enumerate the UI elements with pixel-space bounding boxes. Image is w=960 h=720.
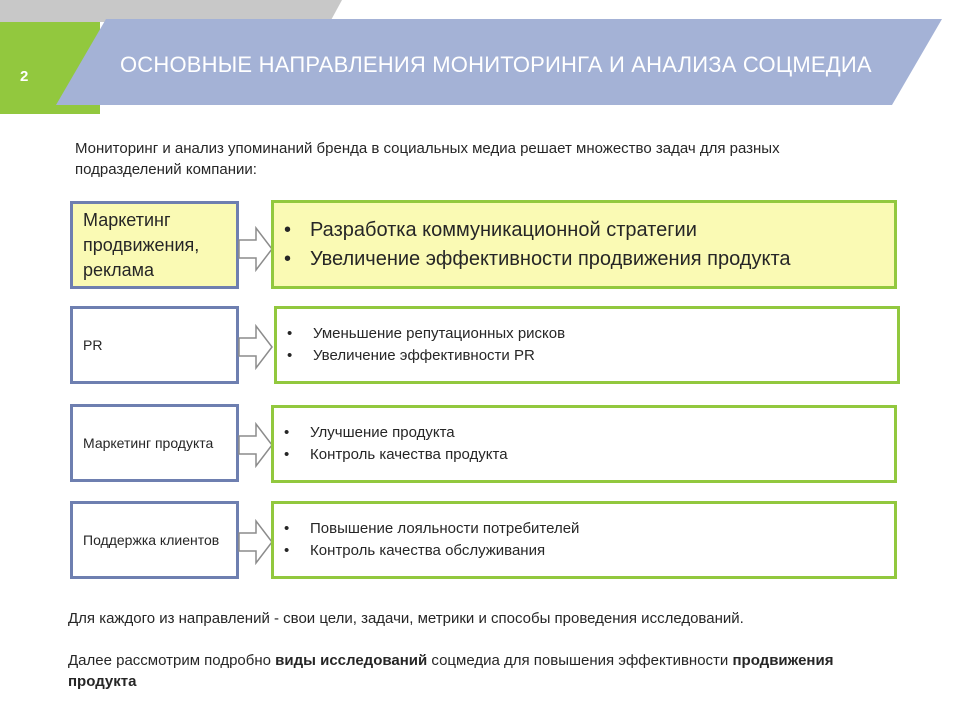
task-list (274, 422, 894, 466)
slide-number: 2 (20, 68, 29, 85)
tasks-box-product-marketing (271, 405, 897, 483)
department-box-product-marketing (70, 404, 239, 482)
footer-text: соцмедиа для повышения эффективности (427, 652, 733, 669)
arrow-right-icon (238, 324, 274, 370)
footer-text: Далее рассмотрим подробно (68, 652, 276, 669)
arrow-right-icon (238, 422, 274, 468)
department-label: Маркетинг продукта (83, 435, 214, 451)
task-item: • Уменьшение репутационных рисков (277, 323, 897, 345)
tasks-box-customer-support (271, 501, 897, 579)
tasks-box-marketing-promotion (271, 200, 897, 289)
department-box-marketing-promotion (70, 201, 239, 289)
task-item: • Контроль качества продукта (274, 444, 894, 466)
department-label: Поддержка клиентов (83, 532, 220, 548)
task-item: • Контроль качества обслуживания (274, 540, 894, 562)
task-list (274, 518, 894, 562)
header-decoration-gray (0, 0, 960, 22)
tasks-box-pr (274, 306, 900, 384)
department-label: PR (83, 337, 103, 353)
task-item: • Улучшение продукта (274, 422, 894, 444)
intro-text: Мониторинг и анализ упоминаний бренда в социальных медиа решает множество задач для разных подразделений компании: (75, 140, 780, 178)
task-item: • Увеличение эффективности продвижения продукта (274, 245, 894, 274)
footer-bold-text: виды исследований (275, 652, 428, 669)
slide-title: ОСНОВНЫЕ НАПРАВЛЕНИЯ МОНИТОРИНГА И АНАЛИЗА СОЦМЕДИА (120, 52, 872, 77)
task-list (274, 216, 894, 274)
arrow-right-icon (238, 226, 274, 272)
arrow-right-icon (238, 519, 274, 565)
task-list (277, 323, 897, 367)
department-label: Маркетинг продвижения, реклама (83, 209, 200, 280)
footer-note: Для каждого из направлений - свои цели, задачи, метрики и способы проведения исследований. (68, 610, 744, 627)
task-item: • Разработка коммуникационной стратегии (274, 216, 894, 245)
task-item: • Повышение лояльности потребителей (274, 518, 894, 540)
footer-bold-text: продвижения продукта (68, 652, 834, 690)
department-box-customer-support (70, 501, 239, 579)
task-item: • Увеличение эффективности PR (277, 345, 897, 367)
footer-conclusion (68, 650, 868, 692)
department-box-pr (70, 306, 239, 384)
